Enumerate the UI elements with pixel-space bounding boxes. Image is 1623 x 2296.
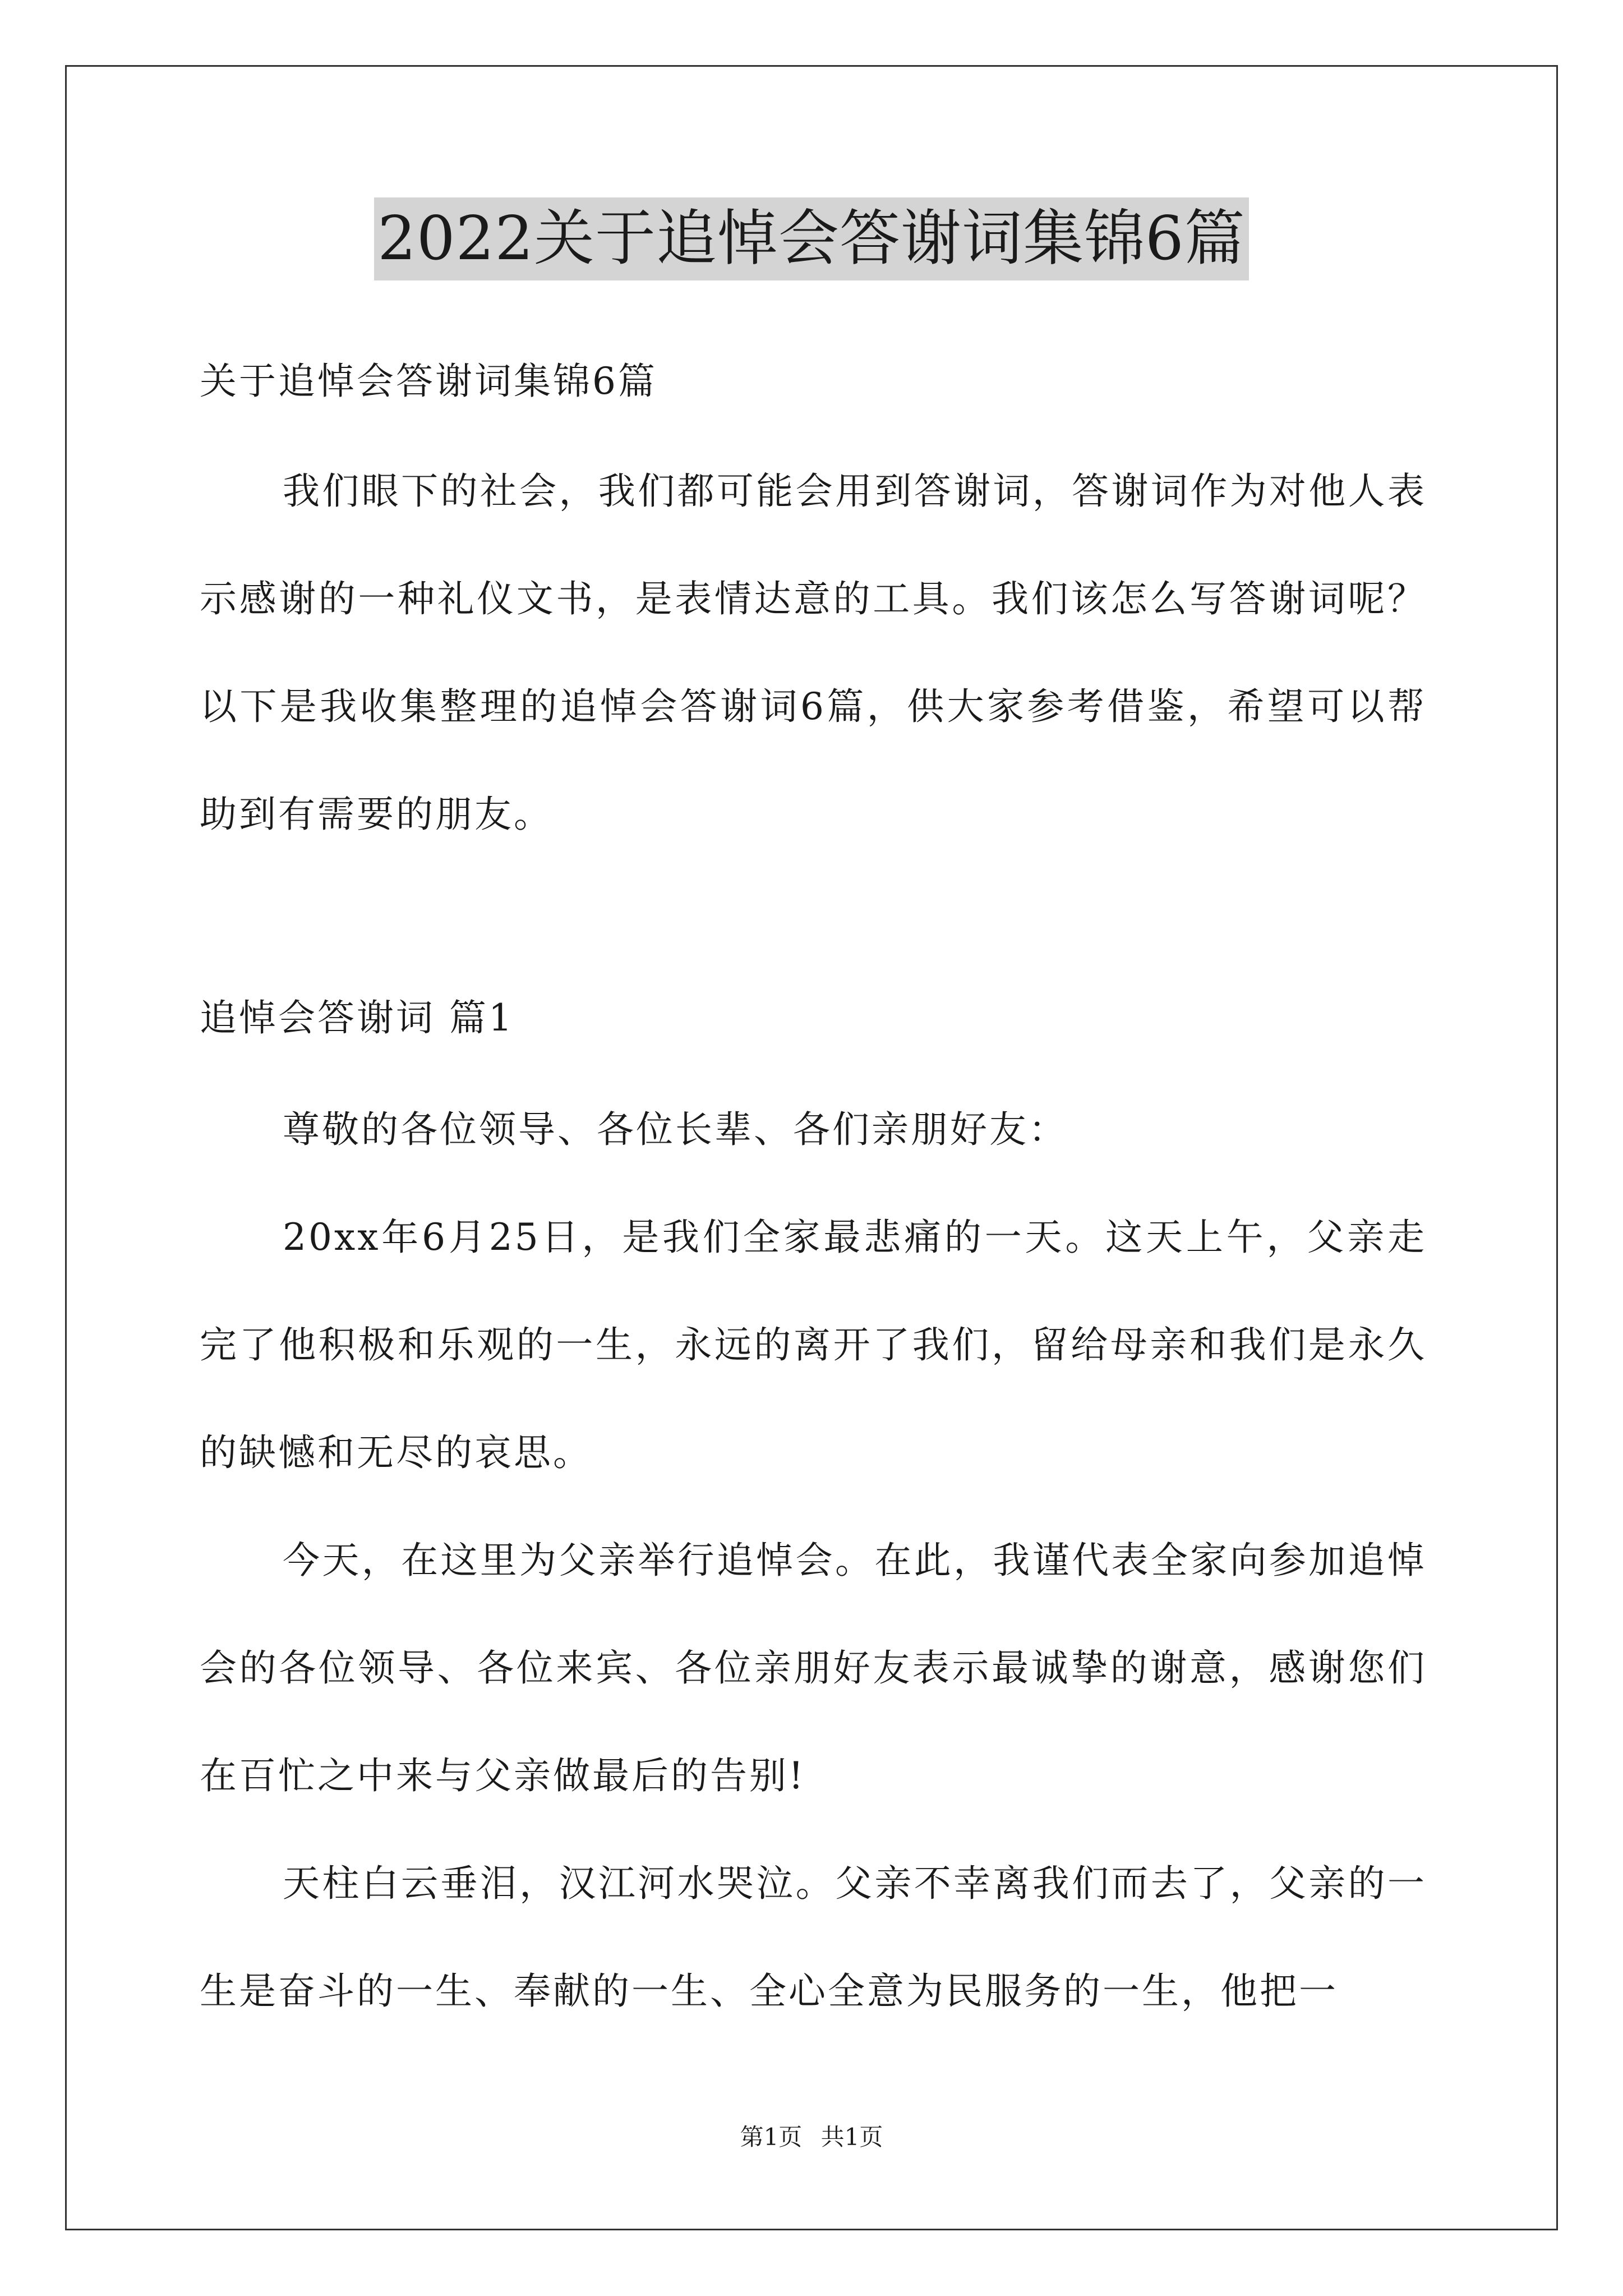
- document-title: 2022关于追悼会答谢词集锦6篇: [374, 197, 1249, 280]
- body-paragraph-2: 今天，在这里为父亲举行追悼会。在此，我谨代表全家向参加追悼会的各位领导、各位来宾、各位亲朋好友表示最诚挚的谢意，感谢您们在百忙之中来与父亲做最后的告别!: [200, 1539, 1427, 1797]
- section-heading: 追悼会答谢词 篇1: [200, 996, 514, 1039]
- body-paragraph-1: 20xx年6月25日，是我们全家最悲痛的一天。这天上午，父亲走完了他积极和乐观的一生，永远的离开了我们，留给母亲和我们是永久的缺憾和无尽的哀思。: [200, 1216, 1427, 1474]
- intro-paragraph: 我们眼下的社会，我们都可能会用到答谢词，答谢词作为对他人表示感谢的一种礼仪文书，是表情达意的工具。我们该怎么写答谢词呢？以下是我收集整理的追悼会答谢词6篇，供大家参考借鉴，希望可以帮助到有需要的朋友。: [200, 470, 1427, 836]
- body-paragraph-3: 天柱白云垂泪，汉江河水哭泣。父亲不幸离我们而去了，父亲的一生是奋斗的一生、奉献的一生、全心全意为民服务的一生，他把一: [200, 1862, 1427, 2013]
- salutation: 尊敬的各位领导、各位长辈、各们亲朋好友：: [283, 1108, 1068, 1151]
- page-footer: [0, 2120, 1623, 2154]
- page-number: 第1页: [740, 2123, 803, 2151]
- page-total: 共1页: [820, 2123, 883, 2151]
- document-title-wrapper: [0, 197, 1623, 280]
- document-subtitle: 关于追悼会答谢词集锦6篇: [200, 360, 657, 403]
